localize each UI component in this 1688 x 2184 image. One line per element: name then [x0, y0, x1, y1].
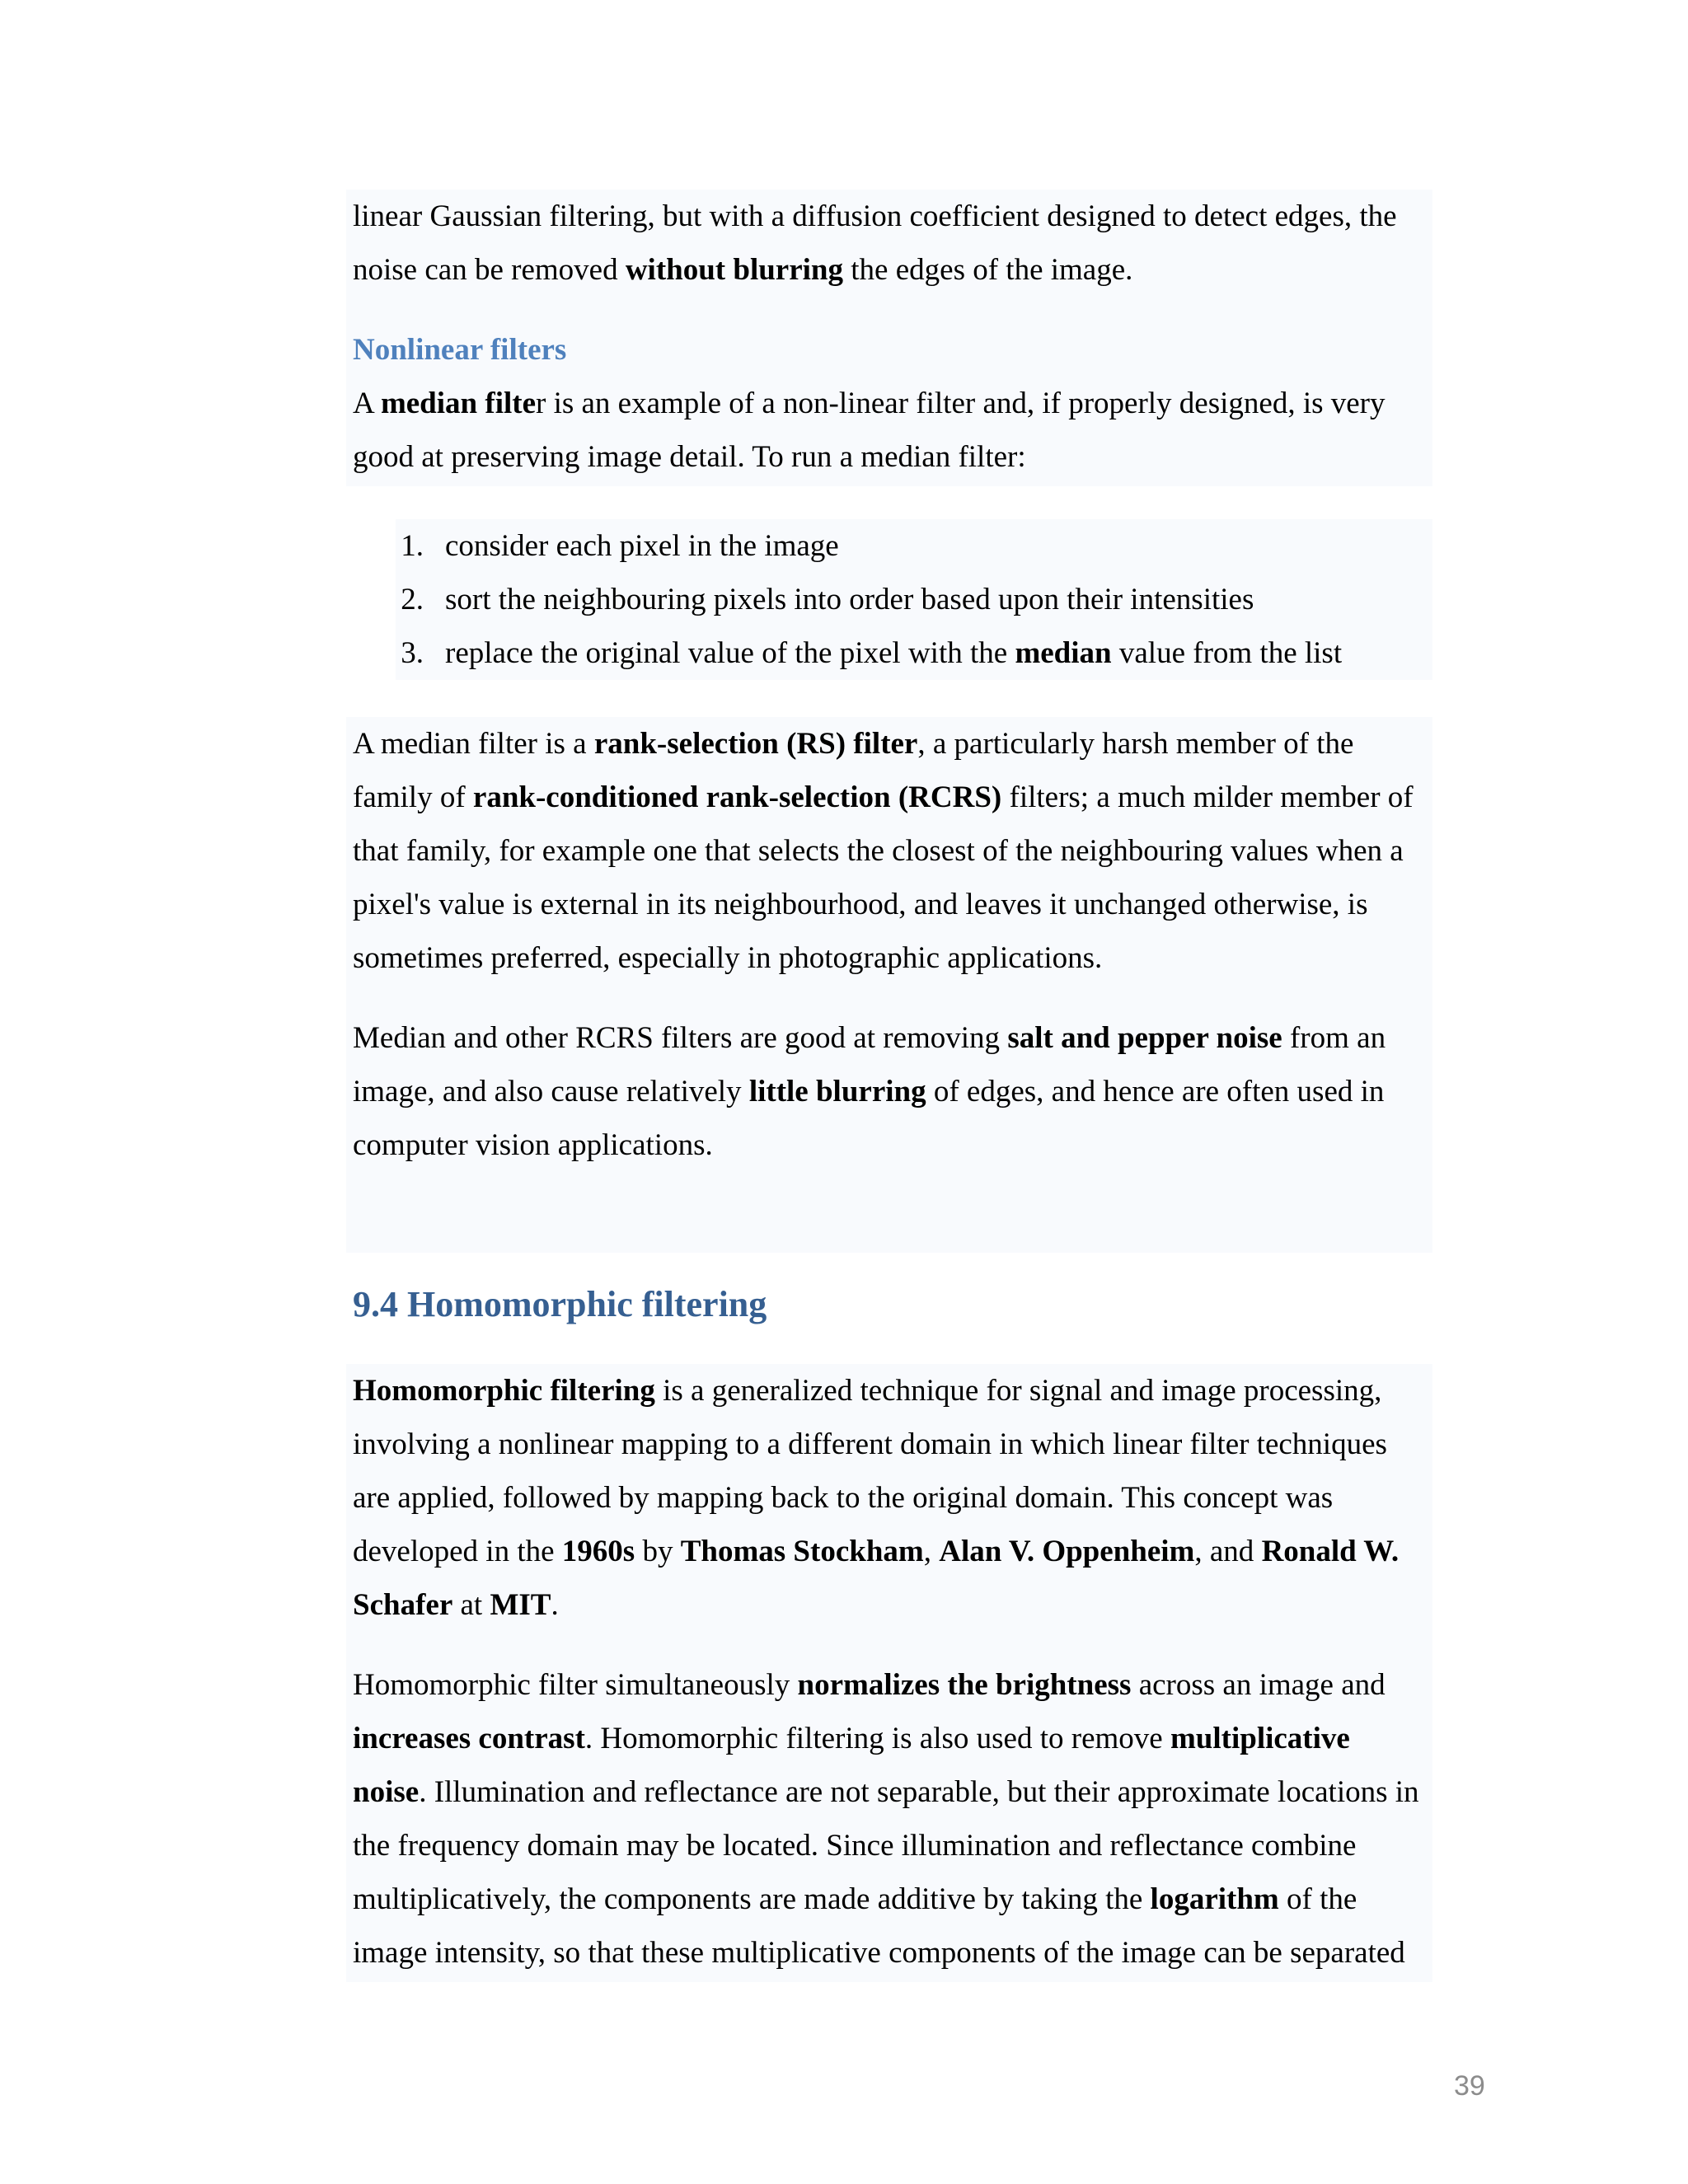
- paragraph-anisotropic-diffusion: linear Gaussian filtering, but with a diffusion coefficient designed to detect edges, the noise can be removed without blurring the edges of the image.: [353, 199, 1397, 287]
- paragraph-median-filter-intro: A median filter is an example of a non-linear filter and, if properly designed, is very good at preserving image detail. To run a median filter:: [353, 387, 1386, 474]
- list-item: 2. sort the neighbouring pixels into order based upon their intensities: [401, 583, 1254, 616]
- top-text-block: [346, 190, 1432, 486]
- homomorphic-text-block: [346, 1364, 1432, 1982]
- section-heading: 9.4 Homomorphic filtering: [353, 1284, 767, 1324]
- subheading-nonlinear-filters: Nonlinear filters: [353, 333, 567, 367]
- paragraph-rank-selection: A median filter is a rank-selection (RS) filter, a particularly harsh member of the family of rank-conditioned rank-selection (RCRS) filters; a much milder member of that family, for example one that selects the closest of the neighbouring values when a pixel's value is external in its neighbourhood, and leaves it unchanged otherwise, is sometimes preferred, especially in photographic applications.: [353, 727, 1414, 975]
- median-filter-steps-list: [396, 519, 1432, 680]
- paragraph-homomorphic-purpose: Homomorphic filter simultaneously normalizes the brightness across an image and increases contrast. Homomorphic filtering is also used to remove multiplicative noise. Illumination and reflectance are not separable, but their approximate locations in the frequency domain may be located. Since illumination and reflectance combine multiplicatively, the components are made additive by taking the logarithm of the image intensity, so that these multiplicative components of the image can be separated: [353, 1668, 1419, 1970]
- list-item: 1. consider each pixel in the image: [401, 529, 839, 563]
- middle-text-block: [346, 717, 1432, 1253]
- list-item: 3. replace the original value of the pixel with the median value from the list: [401, 636, 1343, 670]
- paragraph-homomorphic-definition: Homomorphic filtering is a generalized technique for signal and image processing, involving a nonlinear mapping to a different domain in which linear filter techniques are applied, followed by mapping back to the original domain. This concept was developed in the 1960s by Thomas Stockham, Alan V. Oppenheim, and Ronald W. Schafer at MIT.: [353, 1374, 1400, 1622]
- page-number: 39: [1454, 2070, 1485, 2102]
- paragraph-rcrs-filters: Median and other RCRS filters are good at removing salt and pepper noise from an image, and also cause relatively little blurring of edges, and hence are often used in computer vision applications.: [353, 1021, 1386, 1162]
